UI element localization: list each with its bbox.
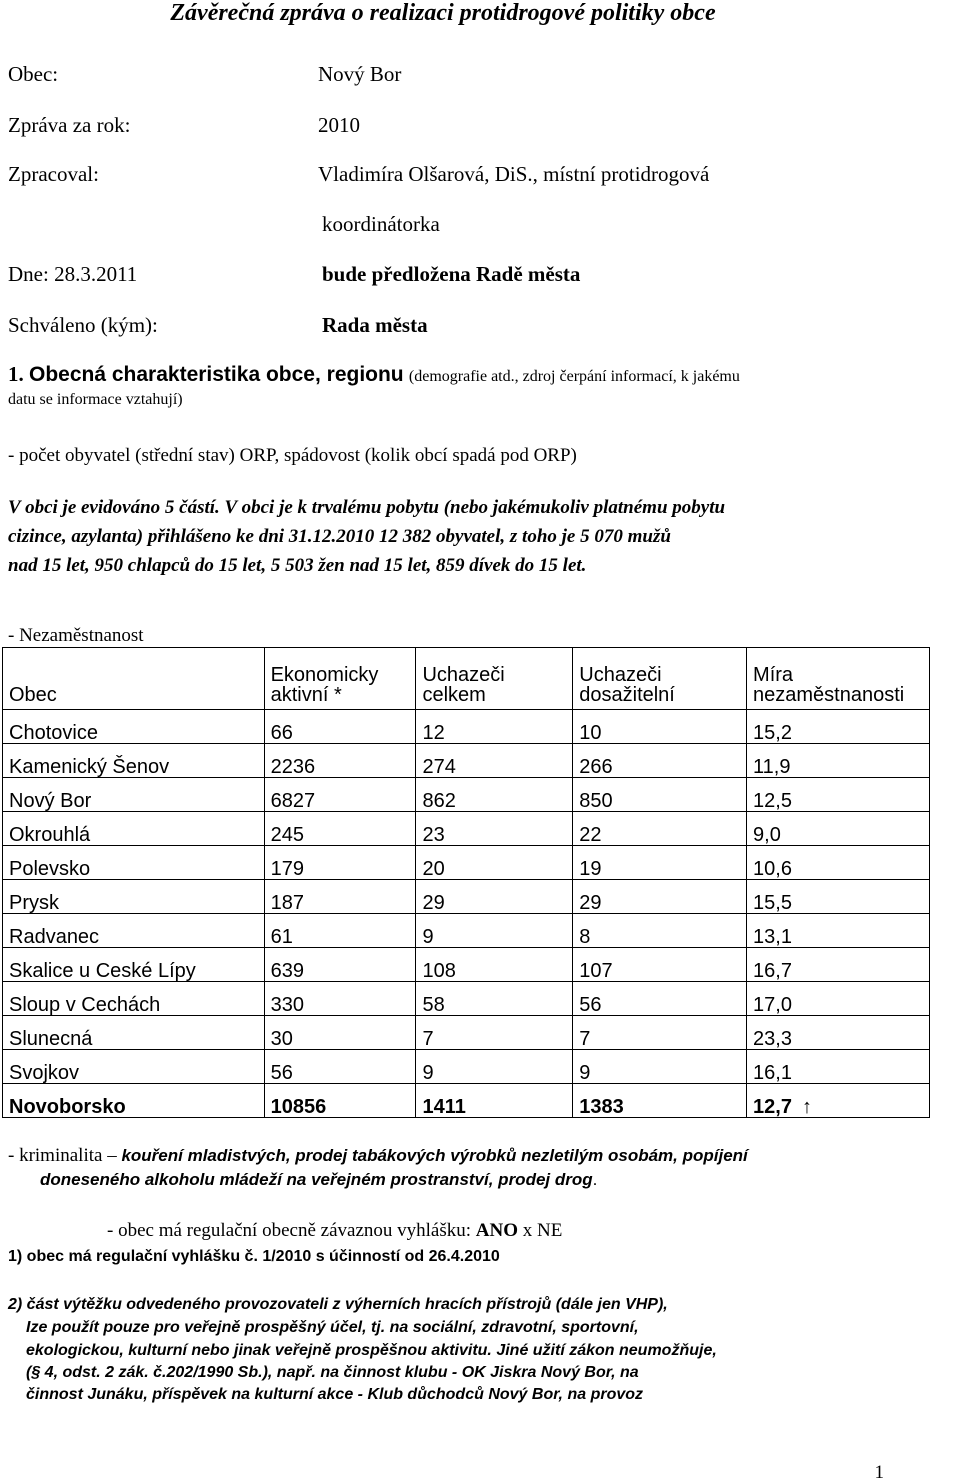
dne-value: bude předložena Radě města [322, 262, 581, 286]
kriminalita-text: kouření mladistvých, prodej tabákových výrobků nezletilým osobám, popíjení [121, 1146, 748, 1165]
table-cell: Slunecná [3, 1016, 265, 1050]
document-title: Závěrečná zpráva o realizaci protidrogové politiky obce [170, 0, 716, 26]
dne-label: Dne: 28.3.2011 [8, 262, 138, 286]
table-cell: Skalice u Ceské Lípy [3, 948, 265, 982]
obec-value: Nový Bor [318, 62, 402, 86]
note-2-line: 2) část výtěžku odvedeného provozovateli z výherních hracích přístrojů (dále jen VHP), [8, 1296, 668, 1313]
table-cell: 29 [573, 880, 747, 914]
table-cell: Chotovice [3, 710, 265, 744]
table-total-cell: Novoborsko [3, 1084, 265, 1118]
table-cell: 16,1 [747, 1050, 930, 1084]
table-cell: 10 [573, 710, 747, 744]
table-cell: 7 [416, 1016, 573, 1050]
section-heading [8, 362, 740, 387]
zpracoval-value-cont: koordinátorka [322, 212, 440, 236]
table-cell: 58 [416, 982, 573, 1016]
table-row [3, 812, 930, 846]
table-cell: 19 [573, 846, 747, 880]
header-uchazeci-dosazitelni: Uchazeči dosažitelní [573, 648, 747, 710]
table-cell: 639 [264, 948, 416, 982]
section-note-cont: datu se informace vztahují) [8, 391, 183, 408]
note-2-line: (§ 4, odst. 2 zák. č.202/1990 Sb.), např. na činnost klubu - OK Jiskra Nový Bor, na [26, 1364, 639, 1381]
table-cell: 12 [416, 710, 573, 744]
table-cell: 7 [573, 1016, 747, 1050]
table-cell: 17,0 [747, 982, 930, 1016]
paragraph-line: V obci je evidováno 5 částí. V obci je k trvalému pobytu (nebo jakémukoliv platnému pobytu [8, 497, 726, 518]
zpracoval-value: Vladimíra Olšarová, DiS., místní protidrogová [318, 162, 710, 186]
trend-up-arrow-icon: ↑ [801, 1096, 812, 1118]
table-cell: 862 [416, 778, 573, 812]
table-cell: 266 [573, 744, 747, 778]
table-row [3, 914, 930, 948]
header-ekonomicky-aktivni: Ekonomicky aktivní * [264, 648, 416, 710]
table-cell: Sloup v Cechách [3, 982, 265, 1016]
note-1: 1) obec má regulační vyhlášku č. 1/2010 s účinností od 26.4.2010 [8, 1248, 500, 1265]
table-cell: 850 [573, 778, 747, 812]
table-cell: 23,3 [747, 1016, 930, 1050]
regulace-prefix: - obec má regulační obecně závaznou vyhlášku: [107, 1220, 476, 1241]
table-cell: Prysk [3, 880, 265, 914]
table-cell: 330 [264, 982, 416, 1016]
table-cell: 245 [264, 812, 416, 846]
kriminalita-text-cont: doneseného alkoholu mládeží na veřejném prostranství, prodej drog [40, 1170, 593, 1189]
header-uchazeci-celkem: Uchazeči celkem [416, 648, 573, 710]
table-cell: Polevsko [3, 846, 265, 880]
table-row [3, 846, 930, 880]
header-mira-nezamestnanosti: Míra nezaměstnanosti [747, 648, 930, 710]
table-cell: 108 [416, 948, 573, 982]
kriminalita-line-cont [40, 1170, 597, 1190]
bullet-population: - počet obyvatel (střední stav) ORP, spádovost (kolik obcí spadá pod ORP) [8, 445, 577, 466]
table-cell: 11,9 [747, 744, 930, 778]
table-cell: Radvanec [3, 914, 265, 948]
regulace-ano: ANO [475, 1220, 518, 1241]
table-cell: 107 [573, 948, 747, 982]
table-cell: 6827 [264, 778, 416, 812]
header-obec: Obec [3, 648, 265, 710]
kriminalita-line [8, 1145, 748, 1167]
table-cell: 15,2 [747, 710, 930, 744]
note-2-line: ekologickou, kulturní nebo jinak veřejně prospěšnou aktivitu. Jiné užití zákon neumožňuje, [26, 1342, 717, 1359]
section-name: Obecná charakteristika obce, regionu [29, 363, 404, 386]
table-cell: 30 [264, 1016, 416, 1050]
table-cell: 9 [416, 1050, 573, 1084]
table-cell: 66 [264, 710, 416, 744]
table-cell: 61 [264, 914, 416, 948]
table-row [3, 744, 930, 778]
bullet-unemployment: - Nezaměstnanost [8, 625, 144, 646]
table-cell: Kamenický Šenov [3, 744, 265, 778]
schvaleno-label: Schváleno (kým): [8, 313, 158, 337]
table-cell: 9,0 [747, 812, 930, 846]
table-cell: 13,1 [747, 914, 930, 948]
table-row [3, 710, 930, 744]
rok-value: 2010 [318, 113, 360, 137]
table-total-row [3, 1084, 930, 1118]
kriminalita-lead: - kriminalita – [8, 1145, 117, 1166]
section-note: (demografie atd., zdroj čerpání informací, k jakému [408, 368, 740, 385]
table-row [3, 1016, 930, 1050]
table-cell: 9 [416, 914, 573, 948]
note-2-line: činnost Junáku, příspěvek na kulturní akce - Klub důchodců Nový Bor, na provoz [26, 1386, 644, 1403]
table-total-cell: 1411 [416, 1084, 573, 1118]
paragraph-line: cizince, azylanta) přihlášeno ke dni 31.12.2010 12 382 obyvatel, z toho je 5 070 mužů [8, 526, 671, 547]
table-total-cell: 1383 [573, 1084, 747, 1118]
table-cell: 20 [416, 846, 573, 880]
table-cell: 10,6 [747, 846, 930, 880]
regulace-line [107, 1220, 562, 1242]
table-cell: 179 [264, 846, 416, 880]
table-row [3, 778, 930, 812]
table-row [3, 880, 930, 914]
table-total-cell: 10856 [264, 1084, 416, 1118]
table-cell: 2236 [264, 744, 416, 778]
table-cell: 12,5 [747, 778, 930, 812]
table-row [3, 948, 930, 982]
table-cell: 187 [264, 880, 416, 914]
table-cell: 22 [573, 812, 747, 846]
zpracoval-label: Zpracoval: [8, 162, 99, 186]
table-cell: 56 [264, 1050, 416, 1084]
table-cell: 9 [573, 1050, 747, 1084]
table-header-row [3, 648, 930, 710]
table-cell: Nový Bor [3, 778, 265, 812]
section-number: 1. [8, 362, 24, 386]
table-cell: 56 [573, 982, 747, 1016]
table-cell: 15,5 [747, 880, 930, 914]
regulace-suffix: x NE [518, 1220, 563, 1241]
table-cell: 8 [573, 914, 747, 948]
unemployment-table [2, 647, 930, 1118]
population-paragraph [8, 493, 888, 580]
schvaleno-value: Rada města [322, 313, 428, 337]
note-2-line: Ize použít pouze pro veřejně prospěšný účel, tj. na sociální, zdravotní, sportovní, [26, 1319, 639, 1336]
table-cell: Svojkov [3, 1050, 265, 1084]
obec-label: Obec: [8, 62, 59, 86]
page-number: 1 [874, 1462, 884, 1483]
kriminalita-dot: . [592, 1170, 598, 1189]
table-row [3, 982, 930, 1016]
paragraph-line: nad 15 let, 950 chlapců do 15 let, 5 503 žen nad 15 let, 859 dívek do 15 let. [8, 555, 587, 576]
table-total-cell: 12,7 ↑ [747, 1084, 930, 1118]
table-cell: 29 [416, 880, 573, 914]
table-cell: 16,7 [747, 948, 930, 982]
table-cell: 23 [416, 812, 573, 846]
table-cell: Okrouhlá [3, 812, 265, 846]
table-cell: 274 [416, 744, 573, 778]
rok-label: Zpráva za rok: [8, 113, 131, 137]
table-row [3, 1050, 930, 1084]
